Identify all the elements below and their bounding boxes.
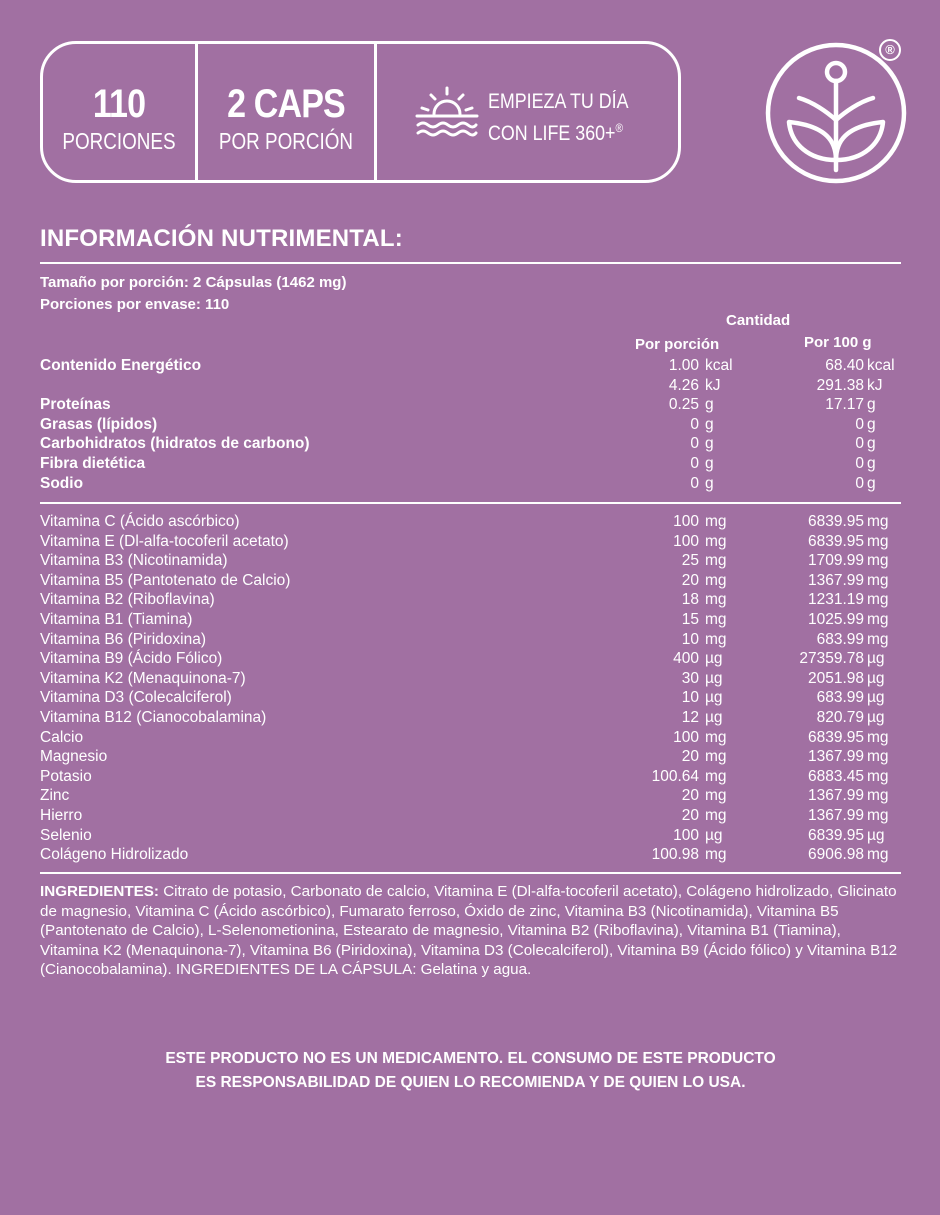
per-serving-unit: kJ [705, 376, 721, 394]
per-100g-value: 2051.98 [807, 669, 864, 687]
per-serving-unit: mg [705, 611, 727, 628]
caps-cell [198, 44, 374, 180]
per-100g-unit: g [867, 396, 876, 414]
per-serving-unit: mg [705, 630, 727, 648]
per-100g-value: 1367.99 [807, 787, 864, 805]
registered-mark: ® [879, 39, 901, 61]
per-serving-unit: g [705, 474, 714, 492]
per-100g-unit: mg [867, 513, 889, 530]
per-100g-value: 1367.99 [807, 571, 864, 589]
nutrient-name: Zinc [40, 787, 70, 805]
table-row [40, 454, 901, 474]
per-serving-value: 20 [681, 571, 699, 589]
per-100g-value: 6839.95 [807, 532, 864, 550]
per-100g-value: 6839.95 [807, 826, 864, 844]
nutrient-name: Hierro [40, 807, 83, 824]
section-title: INFORMACIÓN NUTRIMENTAL: [40, 225, 403, 252]
per-100g-unit: mg [867, 571, 889, 589]
per-100g-value: 6906.98 [807, 846, 864, 864]
per-serving-value: 0.25 [668, 396, 699, 414]
table-row [40, 415, 901, 435]
table-row [40, 767, 901, 787]
per-serving-unit: g [705, 455, 714, 472]
nutrient-name: Calcio [40, 728, 84, 746]
per-100g-value: 1231.19 [807, 591, 864, 609]
nutrient-name: Vitamina B6 (Piridoxina) [40, 630, 206, 648]
per-serving-unit: g [705, 396, 714, 414]
disclaimer [40, 1047, 901, 1095]
nutrient-name: Vitamina B5 (Pantotenato de Calcio) [40, 571, 291, 589]
table-row [40, 532, 901, 552]
table-rule [40, 502, 901, 504]
per-100g-value: 291.38 [816, 376, 864, 394]
table-row [40, 610, 901, 630]
table-row [40, 571, 901, 591]
nutrient-name: Fibra dietética [40, 455, 146, 472]
per-serving-unit: g [705, 435, 714, 453]
per-100g-unit: mg [867, 630, 889, 648]
per-serving-value: 100 [673, 513, 699, 530]
slogan-line-2-text: CON LIFE 360+ [488, 122, 616, 145]
table-row [40, 434, 901, 454]
nutrient-name: Vitamina E (Dl-alfa-tocoferil acetato) [40, 532, 289, 550]
per-serving-unit: kcal [705, 357, 733, 374]
nutrient-name: Contenido Energético [40, 357, 202, 374]
servings-label: PORCIONES [62, 128, 176, 154]
per-serving-unit: µg [705, 689, 723, 707]
column-group-header: Cantidad [726, 312, 791, 329]
per-100g-value: 68.40 [825, 357, 864, 374]
per-serving-unit: µg [705, 826, 723, 844]
nutrient-name: Grasas (lípidos) [40, 415, 158, 433]
table-row [40, 630, 901, 650]
per-100g-unit: mg [867, 611, 889, 628]
nutrient-name: Vitamina B9 (Ácido Fólico) [40, 650, 223, 668]
per-serving-value: 20 [681, 787, 699, 805]
table-row [40, 474, 901, 494]
per-serving-value: 12 [681, 709, 699, 726]
servings-per-container: Porciones por envase: 110 [40, 296, 230, 313]
per-serving-value: 0 [690, 474, 699, 492]
slogan-line-1: EMPIEZA TU DÍA [488, 90, 629, 113]
per-100g-value: 6883.45 [807, 767, 864, 785]
serving-size: Tamaño por porción: 2 Cápsulas (1462 mg) [40, 274, 347, 291]
table-row [40, 708, 901, 728]
box-divider [374, 44, 377, 180]
per-100g-value: 17.17 [825, 396, 864, 414]
nutrient-name: Vitamina B1 (Tiamina) [40, 611, 193, 628]
per-serving-unit: mg [705, 767, 727, 785]
per-100g-unit: g [867, 455, 876, 472]
per-100g-unit: mg [867, 767, 889, 785]
table-row [40, 551, 901, 571]
per-serving-unit: µg [705, 709, 723, 726]
nutrient-name: Potasio [40, 767, 92, 785]
nutrient-name: Proteínas [40, 396, 111, 414]
ingredients-text: Citrato de potasio, Carbonato de calcio, Vitamina E (Dl-alfa-tocoferil acetato), Colágeno hidrolizado, Glicinato de magnesio, Vitamina C (Ácido ascórbico), Fumarato ferroso, Óxido de zinc, Vitamina B3 (Nicotinamida), Vitamina B5 (Pantotenato de Calcio), L-Selenometionina, Estearato de magnesio, Vitamina B2 (Riboflavina), Vitamina B1 (Tiamina), Vitamina K2 (Menaquinona-7), Vitamina B6 (Piridoxina), Vitamina D3 (Colecalciferol), Vitamina B9 (Ácido fólico) y Vitamina B12 (Cianocobalamina). INGREDIENTES DE LA CÁPSULA: Gelatina y agua. [40, 883, 898, 979]
table-row [40, 688, 901, 708]
caps-label: POR PORCIÓN [218, 128, 354, 154]
nutrient-name: Sodio [40, 474, 84, 492]
per-serving-value: 100.64 [651, 767, 699, 785]
per-100g-unit: kJ [867, 376, 883, 394]
per-serving-value: 1.00 [668, 357, 699, 374]
per-serving-value: 20 [681, 807, 699, 824]
per-100g-value: 1367.99 [807, 807, 864, 824]
per-serving-unit: mg [705, 728, 727, 746]
disclaimer-line-1: ESTE PRODUCTO NO ES UN MEDICAMENTO. EL CONSUMO DE ESTE PRODUCTO [165, 1050, 776, 1067]
table-row [40, 649, 901, 669]
per-100g-value: 0 [855, 415, 864, 433]
per-serving-value: 4.26 [668, 376, 699, 394]
per-serving-value: 0 [690, 455, 699, 472]
per-serving-value: 100 [673, 532, 699, 550]
per-serving-unit: mg [705, 532, 727, 550]
per-100g-unit: µg [867, 689, 885, 707]
per-100g-value: 27359.78 [799, 650, 864, 668]
per-100g-value: 1025.99 [807, 611, 864, 628]
per-100g-unit: mg [867, 846, 889, 864]
nutrient-name: Magnesio [40, 748, 108, 766]
per-100g-value: 1709.99 [807, 552, 864, 570]
registered-mark: ® [615, 121, 624, 135]
per-100g-unit: mg [867, 532, 889, 550]
per-100g-value: 0 [855, 474, 864, 492]
per-100g-unit: mg [867, 807, 889, 824]
nutrient-name: Vitamina B3 (Nicotinamida) [40, 552, 228, 570]
table-row [40, 728, 901, 748]
per-serving-value: 400 [673, 650, 699, 668]
per-100g-value: 683.99 [816, 630, 864, 648]
per-100g-unit: µg [867, 709, 885, 726]
per-100g-unit: mg [867, 728, 889, 746]
table-row [40, 747, 901, 767]
per-100g-value: 6839.95 [807, 513, 864, 530]
per-serving-unit: µg [705, 669, 723, 687]
table-row [40, 590, 901, 610]
table-row [40, 669, 901, 689]
table-rule [40, 872, 901, 874]
per-serving-value: 100 [673, 728, 699, 746]
per-serving-unit: mg [705, 846, 727, 864]
table-row [40, 845, 901, 865]
per-serving-value: 18 [681, 591, 699, 609]
nutrient-name: Carbohidratos (hidratos de carbono) [40, 435, 310, 453]
title-rule [40, 262, 901, 264]
per-serving-unit: mg [705, 748, 727, 766]
per-serving-value: 15 [681, 611, 699, 628]
per-100g-unit: mg [867, 591, 889, 609]
per-100g-value: 1367.99 [807, 748, 864, 766]
per-100g-unit: mg [867, 748, 889, 766]
per-serving-value: 0 [690, 435, 699, 453]
column-per-100g: Por 100 g [804, 334, 872, 351]
table-row [40, 376, 901, 396]
per-100g-value: 683.99 [816, 689, 864, 707]
per-serving-unit: g [705, 415, 714, 433]
per-serving-unit: mg [705, 787, 727, 805]
nutrient-name: Vitamina B12 (Cianocobalamina) [40, 709, 267, 726]
per-100g-unit: mg [867, 787, 889, 805]
nutrient-name: Vitamina K2 (Menaquinona-7) [40, 669, 246, 687]
nutrient-name: Colágeno Hidrolizado [40, 846, 189, 864]
per-serving-value: 0 [690, 415, 699, 433]
per-serving-unit: µg [705, 650, 723, 668]
per-100g-value: 820.79 [816, 709, 864, 726]
column-per-serving: Por porción [635, 336, 720, 353]
per-serving-unit: mg [705, 513, 727, 530]
nutrient-name: Vitamina B2 (Riboflavina) [40, 591, 215, 609]
per-serving-value: 10 [681, 689, 699, 707]
table-row [40, 826, 901, 846]
per-serving-value: 10 [681, 630, 699, 648]
slogan [488, 88, 629, 147]
per-100g-unit: g [867, 415, 876, 433]
per-serving-unit: mg [705, 571, 727, 589]
plant-logo-icon [765, 42, 907, 184]
per-100g-unit: g [867, 435, 876, 453]
nutrient-name: Vitamina D3 (Colecalciferol) [40, 689, 232, 707]
per-serving-unit: mg [705, 807, 727, 824]
per-100g-value: 0 [855, 455, 864, 472]
per-serving-value: 100 [673, 826, 699, 844]
table-row [40, 786, 901, 806]
per-serving-value: 20 [681, 748, 699, 766]
servings-cell [43, 44, 195, 180]
per-100g-unit: mg [867, 552, 889, 570]
table-row [40, 356, 901, 376]
per-serving-value: 25 [681, 552, 699, 570]
ingredients [40, 882, 902, 980]
per-100g-unit: g [867, 474, 876, 492]
per-serving-value: 100.98 [651, 846, 699, 864]
per-100g-unit: µg [867, 669, 885, 687]
per-100g-unit: kcal [867, 357, 895, 374]
disclaimer-line-2: ES RESPONSABILIDAD DE QUIEN LO RECOMIENDA Y DE QUIEN LO USA. [195, 1074, 746, 1091]
per-100g-value: 0 [855, 435, 864, 453]
nutrient-name: Vitamina C (Ácido ascórbico) [40, 513, 240, 530]
per-100g-unit: µg [867, 650, 885, 668]
table-row [40, 395, 901, 415]
table-row [40, 512, 901, 532]
per-100g-value: 6839.95 [807, 728, 864, 746]
per-serving-unit: mg [705, 552, 727, 570]
per-serving-unit: mg [705, 591, 727, 609]
servings-value: 110 [92, 82, 146, 126]
nutrient-name: Selenio [40, 826, 92, 844]
caps-value: 2 CAPS [227, 82, 345, 126]
ingredients-label: INGREDIENTES: [40, 883, 159, 900]
sunrise-icon [414, 86, 480, 138]
per-serving-value: 30 [681, 669, 699, 687]
per-100g-unit: µg [867, 826, 885, 844]
table-row [40, 806, 901, 826]
slogan-line-2 [488, 115, 629, 147]
